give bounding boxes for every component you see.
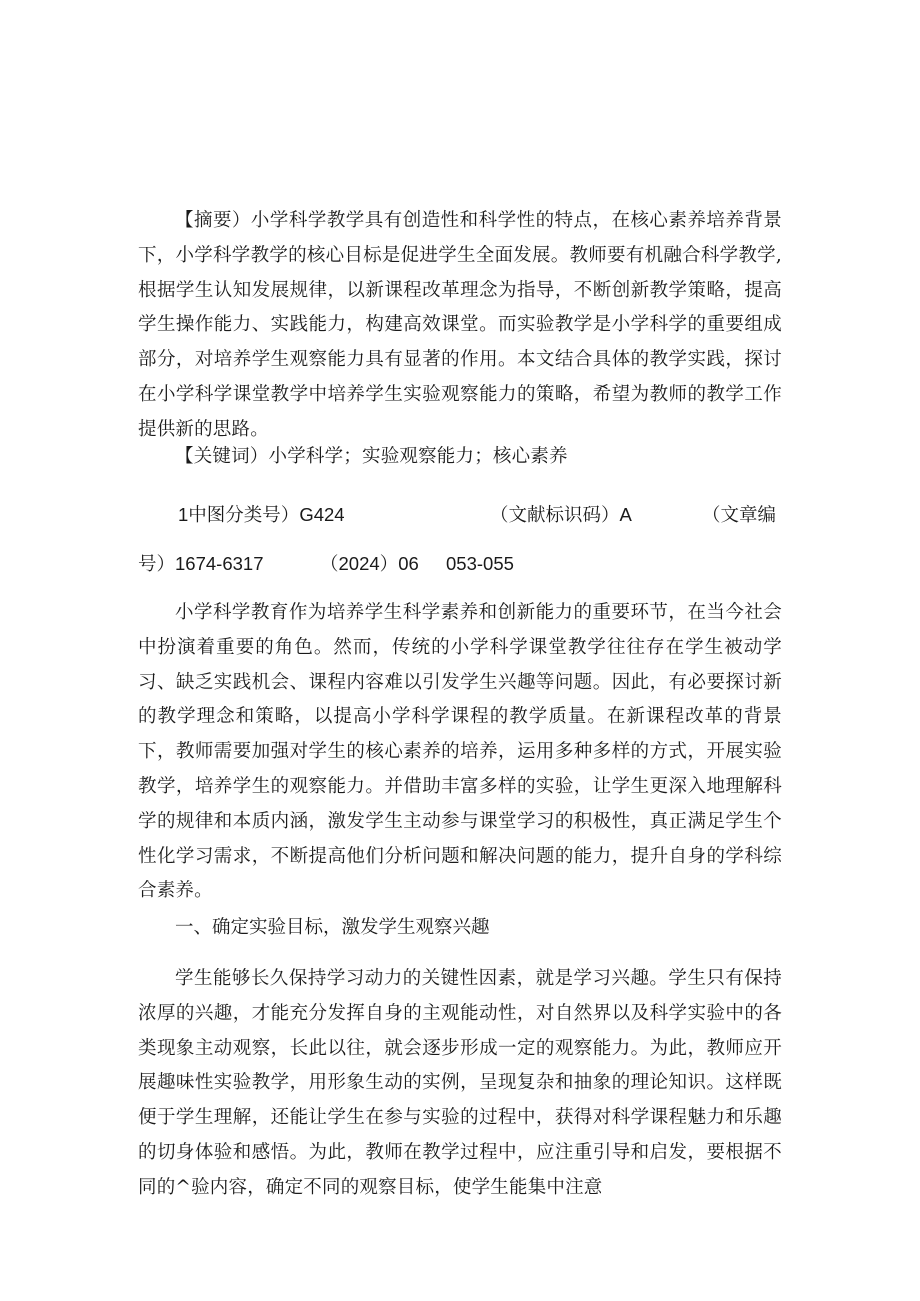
clc-prefix: 1 bbox=[178, 504, 189, 525]
clc-label: 中图分类号） bbox=[188, 505, 300, 526]
issue-value: 06 bbox=[398, 553, 419, 574]
doc-code-label: （文献标识码） bbox=[490, 505, 620, 526]
document-page bbox=[138, 0, 782, 1301]
intro-paragraph: 小学科学教育作为培养学生科学素养和创新能力的重要环节，在当今社会中扮演着重要的角色。然而，传统的小学科学课堂教学往往存在学生被动学习、缺乏实践机会、课程内容难以引发学生兴趣等问题。因此，有必要探讨新的教学理念和策略，以提高小学科学课程的教学质量。在新课程改革的背景下，教师需要加强对学生的核心素养的培养，运用多种多样的方式，开展实验教学，培养学生的观察能力。并借助丰富多样的实验，让学生更深入地理解科学的规律和本质内涵，激发学生主动参与课堂学习的积极性，真正满足学生个性化学习需求，不断提高他们分析问题和解决问题的能力，提升自身的学科综合素养。 bbox=[138, 602, 782, 902]
page-range: 053-055 bbox=[446, 553, 514, 574]
year-issue: （2024）06 bbox=[320, 553, 419, 575]
article-number-label-end: 号） bbox=[138, 554, 176, 575]
year-value: 2024 bbox=[338, 553, 380, 574]
section-heading: 一、确定实验目标，激发学生观察兴趣 bbox=[175, 917, 490, 938]
article-number bbox=[138, 551, 264, 578]
section-paragraph: 学生能够长久保持学习动力的关键性因素，就是学习兴趣。学生只有保持浓厚的兴趣，才能充分发挥自身的主观能动性，对自然界以及科学实验中的各类现象主动观察，长此以往，就会逐步形成一定的观察能力。为此，教师应开展趣味性实验教学，用形象生动的实例，呈现复杂和抽象的理论知识。这样既便于学生理解，还能让学生在参与实验的过程中，获得对科学课程魅力和乐趣的切身体验和感悟。为此，教师在教学过程中，应注重引导和启发，要根据不同的^验内容，确定不同的观察目标，使学生能集中注意 bbox=[138, 968, 782, 1198]
keywords-paragraph: 【关键词）小学科学；实验观察能力；核心素养 bbox=[175, 446, 568, 467]
doc-code-value: A bbox=[619, 504, 632, 525]
article-number-label-start: （文章编 bbox=[702, 505, 777, 526]
article-number-value: 1674-6317 bbox=[175, 553, 264, 574]
clc-number bbox=[178, 502, 345, 529]
clc-value: G424 bbox=[299, 504, 345, 525]
document-code bbox=[490, 502, 632, 529]
abstract-paragraph: 【摘要）小学科学教学具有创造性和科学性的特点，在核心素养培养背景下，小学科学教学的核心目标是促进学生全面发展。教师要有机融合科学教学,根据学生认知发展规律，以新课程改革理念为指导，不断创新教学策略，提高学生操作能力、实践能力，构建高效课堂。而实验教学是小学科学的重要组成部分，对培养学生观察能力具有显著的作用。本文结合具体的教学实践，探讨在小学科学课堂教学中培养学生实验观察能力的策略，希望为教师的教学工作提供新的思路。 bbox=[138, 210, 782, 440]
